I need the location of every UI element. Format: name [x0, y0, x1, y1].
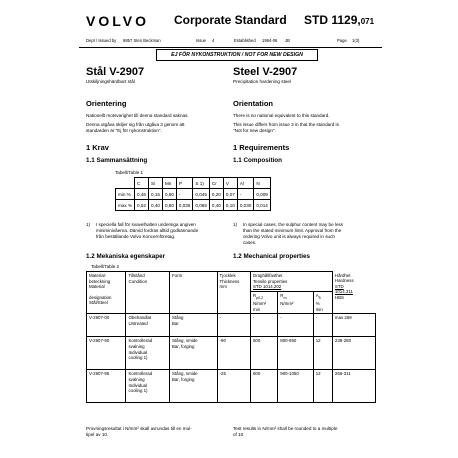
- symbol: R: [280, 292, 284, 298]
- cell-line: svalning: [128, 344, 145, 350]
- header-line: mm: [219, 284, 227, 290]
- dept-value: 6857 Sten Beckman: [123, 38, 161, 43]
- note1-en-4: cases.: [243, 240, 257, 245]
- subtitle-en: Precipitation hardening steel: [233, 79, 291, 84]
- header-rm: [278, 291, 313, 314]
- note1-sv-2: miniminivåerna. Därvid fordras alltid godkännande: [96, 228, 199, 233]
- mechanical-row: [87, 370, 376, 403]
- mechanical-table: [86, 271, 376, 403]
- cell-rp: -: [250, 314, 277, 337]
- issue-label: Issue: [196, 38, 207, 43]
- cell-rm: 800-950: [278, 337, 313, 370]
- cell-thickness: -25: [217, 370, 250, 403]
- cell-rm: 900-1050: [278, 370, 313, 403]
- note1-sv-3: från beställande Volvo Koncernföretag.: [96, 234, 176, 239]
- title-en: Steel V-2907: [233, 66, 298, 78]
- cell-condition: [126, 337, 170, 370]
- mechanical-header-row: [87, 272, 376, 292]
- header-line: beteckning: [89, 278, 111, 284]
- established-initials: JB: [285, 38, 290, 43]
- cell-condition: [126, 314, 170, 337]
- orientation-p1-sv: Nationellt motsvarighet till denna standard saknas.: [86, 113, 189, 118]
- subtitle-sv: Utskiljningshärdbart stål: [86, 79, 135, 84]
- composition-cell: 0,014: [254, 200, 271, 211]
- composition-cell: 0,07: [223, 189, 237, 200]
- composition-cell: 0,40: [149, 200, 163, 211]
- table2-label: Tabell/Table 2: [91, 264, 120, 269]
- page-value: 1(3): [352, 38, 360, 43]
- cell-line: Obehandlat: [128, 315, 152, 321]
- composition-header-cell: V: [223, 178, 237, 189]
- cell-line: Individual: [128, 349, 148, 355]
- composition-cell: -: [176, 189, 193, 200]
- header-line: STD 1014,202: [252, 284, 282, 290]
- footnote-sv-1: Provningsresultat i N/mm² skall avrundas till en mul-: [86, 426, 192, 431]
- cell-hardness: max 269: [332, 314, 375, 337]
- composition-cell: 0,065: [193, 200, 210, 211]
- header-a: [313, 291, 332, 314]
- header-line: 1014,311: [334, 289, 353, 295]
- header-line: Stål/Steel: [89, 300, 108, 306]
- header-line: Condition: [128, 278, 148, 284]
- header-line: designation: [89, 294, 112, 300]
- composition-cell: 0,46: [135, 189, 149, 200]
- mechanical-row: [87, 314, 376, 337]
- composition-cell: min %: [116, 189, 135, 200]
- header-line: [316, 293, 330, 301]
- cell-line: cooling 1): [128, 355, 148, 361]
- note1-num-sv: 1): [86, 222, 91, 227]
- cell-rp: 500: [250, 337, 277, 370]
- header-line: Draghållfasthet: [252, 273, 283, 278]
- std-number-main: STD 1129,: [304, 13, 361, 27]
- cell-rp: 600: [250, 370, 277, 403]
- cell-material: V-2907-90: [87, 337, 126, 370]
- cell-rm: -: [278, 314, 313, 337]
- header-line: HBS: [334, 294, 344, 300]
- note1-num-en: 1): [233, 222, 238, 227]
- composition-cell: 0,80: [162, 200, 176, 211]
- composition-cell: 0,15: [149, 189, 163, 200]
- cell-a: 12: [313, 370, 332, 403]
- header-thickness: [217, 272, 250, 314]
- cell-line: svalning: [128, 377, 145, 383]
- header-line: min: [315, 306, 323, 312]
- header-line: [253, 293, 275, 301]
- header-line: STD: [334, 283, 344, 289]
- header-tensile: [250, 272, 332, 292]
- cell-line: Bar: [171, 321, 179, 327]
- note1-en-2: than the stated minimum limit. Approval from the: [243, 228, 342, 233]
- orientation-heading-en: Orientation: [233, 99, 274, 108]
- composition-header-cell: S 1): [193, 178, 210, 189]
- section-1-2-en: 1.2 Mechanical properties: [233, 253, 310, 260]
- header-line: Hårdhet: [334, 272, 351, 278]
- footnote-en-2: of 10.: [233, 432, 245, 437]
- header-line: Material: [89, 284, 105, 290]
- orientation-p1-en: There is no national equivalent to this standard.: [233, 113, 330, 118]
- header-rp: [250, 291, 277, 314]
- composition-cell: 0,20: [209, 189, 223, 200]
- cell-line: Bar, forging: [171, 344, 195, 350]
- mechanical-row: [87, 337, 376, 370]
- cell-form: [169, 370, 217, 403]
- cell-line: Bar, forging: [171, 377, 195, 383]
- cell-hardness: 266-311: [332, 370, 375, 403]
- header-line: Hardness: [334, 278, 354, 284]
- standard-number: [304, 13, 374, 27]
- composition-header-cell: C: [135, 178, 149, 189]
- cell-line: cooling 1): [128, 388, 148, 394]
- header-line: Tillstånd: [128, 273, 145, 278]
- composition-row-max: [116, 200, 271, 211]
- header-material: [87, 272, 126, 314]
- cell-form: [169, 337, 217, 370]
- cell-line: Kontrollerad: [128, 338, 153, 344]
- note1-en-1: In special cases, the sulphur content may be less: [243, 222, 344, 227]
- orientation-p2-en-2: "Not for new design".: [233, 128, 276, 133]
- composition-header-cell: [116, 178, 135, 189]
- cell-line: Stång, smide: [171, 338, 198, 344]
- established-value: 1994-06: [262, 38, 278, 43]
- composition-header-cell: P: [176, 178, 193, 189]
- cell-line: Individual: [128, 382, 148, 388]
- composition-cell: 0,030: [237, 200, 254, 211]
- orientation-p2-sv-1: Denna utgåva skiljer sig från utgåva 3 genom att: [86, 122, 185, 127]
- header-line: Material-: [89, 273, 107, 278]
- composition-cell: 0,045: [193, 189, 210, 200]
- composition-header-cell: Al: [237, 178, 254, 189]
- table1-label: Tabell/Table 1: [115, 170, 144, 175]
- cell-line: Stång: [171, 315, 184, 321]
- subscript: 5: [318, 295, 321, 300]
- footnote-sv-2: tipel av 10.: [86, 432, 109, 437]
- cell-a: 12: [313, 337, 332, 370]
- composition-cell: 0,035: [176, 200, 193, 211]
- symbol: A: [315, 292, 319, 298]
- header-line: N/mm²: [252, 301, 267, 307]
- header-hardness: [332, 272, 375, 314]
- header-condition: [126, 272, 170, 314]
- subscript: m: [283, 295, 287, 300]
- established-label: Established: [234, 38, 256, 43]
- cell-thickness: -90: [217, 337, 250, 370]
- cell-material: V-2907-95: [87, 370, 126, 403]
- cell-hardness: 238-280: [332, 337, 375, 370]
- composition-cell: 0,10: [223, 200, 237, 211]
- note1-en-3: ordering Volvo unit is always required in such: [243, 234, 335, 239]
- std-number-part: 071: [360, 17, 375, 26]
- document-type: Corporate Standard: [174, 13, 287, 27]
- cell-form: [169, 314, 217, 337]
- composition-row-min: [116, 189, 271, 200]
- header-rule: [79, 47, 382, 48]
- header-line: Tensile properties: [252, 278, 288, 284]
- dept-label: Dept / Issued by: [86, 38, 117, 43]
- composition-header-cell: Cr: [209, 178, 223, 189]
- cell-a: -: [313, 314, 332, 337]
- composition-cell: 0,60: [162, 189, 176, 200]
- cell-condition: [126, 370, 170, 403]
- section-1-1-en: 1.1 Composition: [233, 157, 282, 164]
- symbol: R: [252, 292, 257, 298]
- header-form: [169, 272, 217, 314]
- page-label: Page: [337, 38, 347, 43]
- not-for-new-design-banner: EJ FÖR NYKONSTRUKTION / NOT FOR NEW DESIGN: [156, 49, 318, 61]
- header-line: Tjocklek: [219, 273, 236, 278]
- cell-material: V-2907-00: [87, 314, 126, 337]
- cell-line: Kontrollerad: [128, 371, 153, 377]
- section-1-en: 1 Requirements: [233, 143, 290, 152]
- composition-cell: -: [237, 189, 254, 200]
- composition-header-cell: N: [254, 178, 271, 189]
- composition-cell: 0,52: [135, 200, 149, 211]
- section-1-1-sv: 1.1 Sammansättning: [86, 157, 148, 164]
- volvo-logo: VOLVO: [86, 13, 149, 29]
- cell-line: Untreated: [128, 321, 148, 327]
- header-line: %: [315, 301, 320, 307]
- orientation-heading-sv: Orientering: [86, 99, 127, 108]
- header-line: [280, 293, 310, 301]
- issue-value: 4: [212, 38, 215, 43]
- header-line: Thickness: [219, 278, 240, 284]
- title-sv: Stål V-2907: [86, 66, 145, 78]
- composition-table: [115, 177, 271, 211]
- composition-header-row: [116, 178, 271, 189]
- composition-cell: 0,40: [209, 200, 223, 211]
- cell-line: Stång, smide: [171, 371, 198, 377]
- footnote-en-1: Test results in N/mm² shall be rounded to a multiple: [233, 426, 338, 431]
- note1-sv-1: I speciella fall för svavelhalten undersiga angiven: [96, 222, 196, 227]
- orientation-p2-en-1: This issue differs from issue 3 in that the standard is: [233, 122, 339, 127]
- composition-header-cell: Mn: [162, 178, 176, 189]
- subscript: p0,2: [256, 295, 264, 300]
- header-line: N/mm²: [280, 301, 294, 307]
- header-line: Form: [171, 273, 183, 278]
- section-1-sv: 1 Krav: [86, 143, 109, 152]
- composition-cell: 0,009: [254, 189, 271, 200]
- orientation-p2-sv-2: standarden är "Ej för nykonstruktion".: [86, 128, 162, 133]
- cell-thickness: -: [217, 314, 250, 337]
- header-line: min: [252, 306, 261, 312]
- section-1-2-sv: 1.2 Mekaniska egenskaper: [86, 253, 166, 260]
- composition-cell: max %: [116, 200, 135, 211]
- composition-header-cell: Si: [149, 178, 163, 189]
